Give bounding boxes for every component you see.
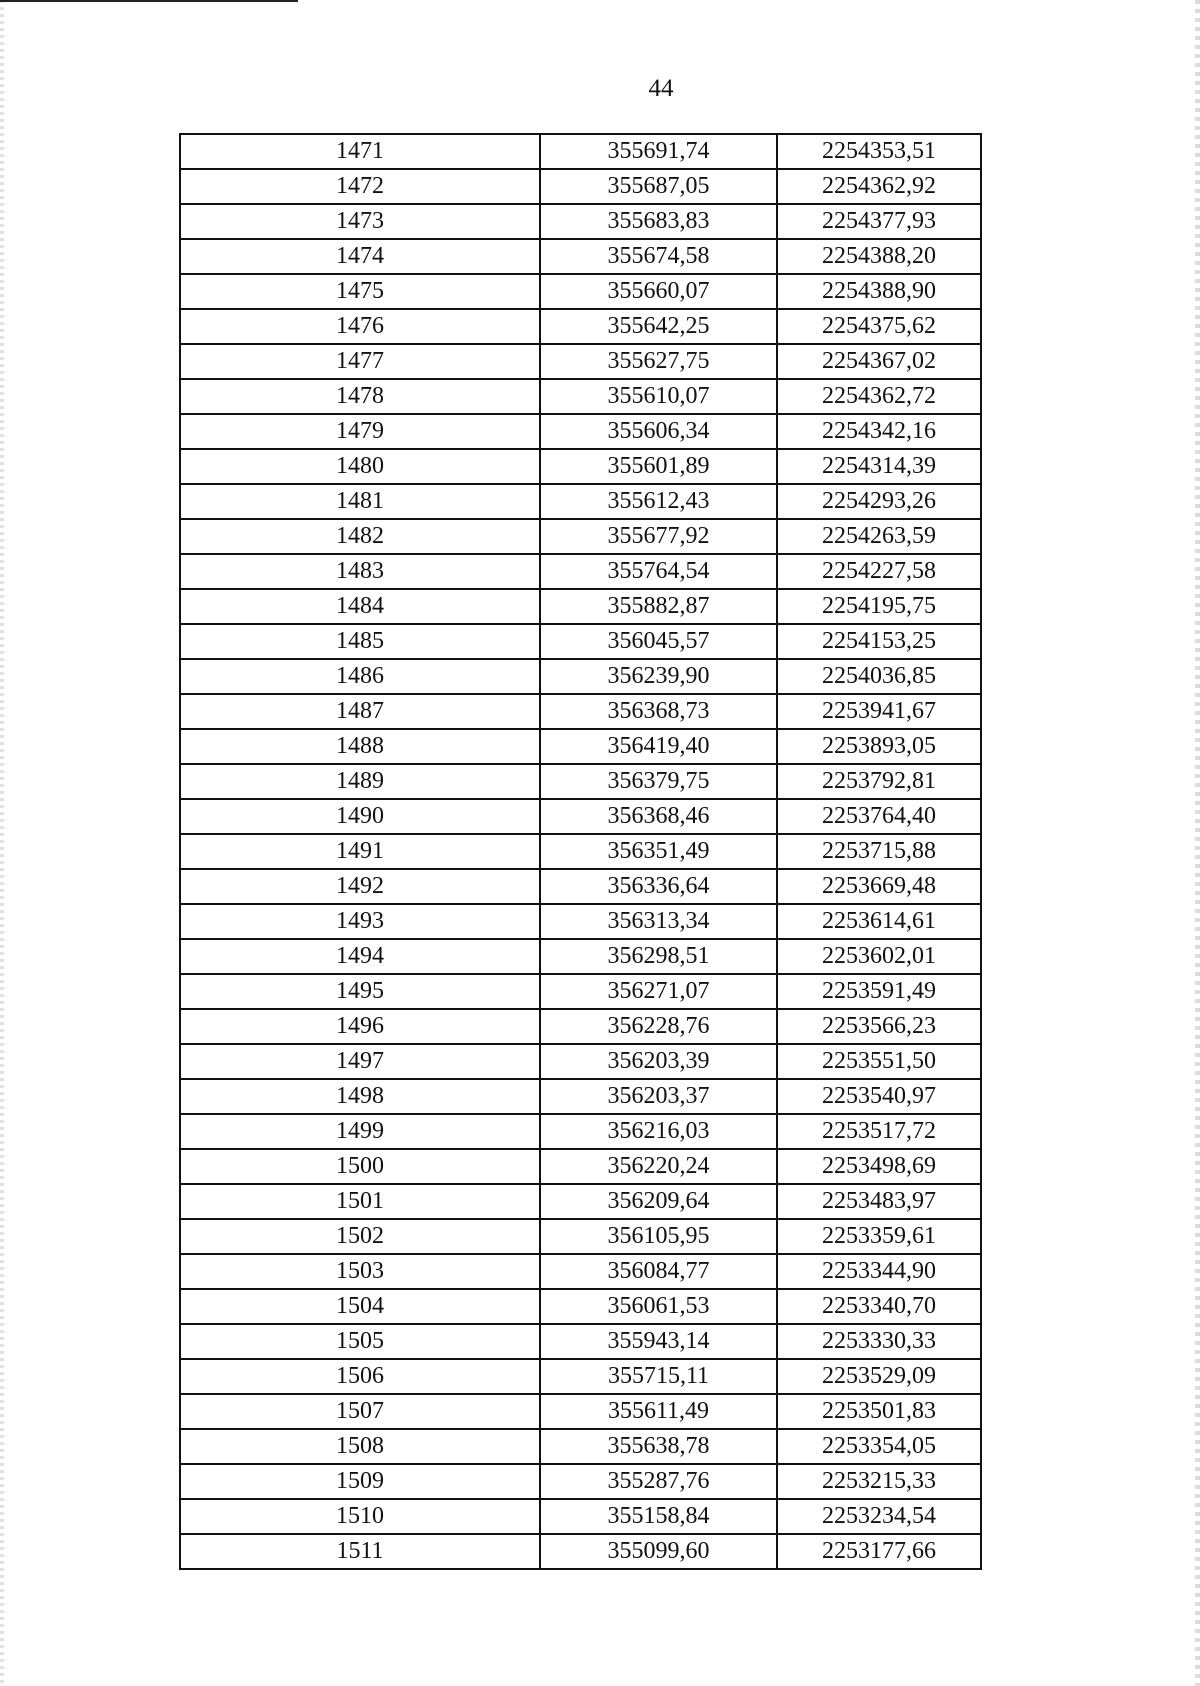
- x-coordinate-cell: 356298,51: [540, 939, 777, 974]
- x-coordinate-cell: 355687,05: [540, 169, 777, 204]
- point-number-cell: 1507: [180, 1394, 540, 1429]
- scan-edge-left: [0, 0, 4, 1686]
- table-row: [180, 449, 981, 484]
- point-number-cell: 1473: [180, 204, 540, 239]
- point-number-cell: 1498: [180, 1079, 540, 1114]
- x-coordinate-cell: 356045,57: [540, 624, 777, 659]
- y-coordinate-cell: 2253215,33: [777, 1464, 981, 1499]
- y-coordinate-cell: 2254388,20: [777, 239, 981, 274]
- x-coordinate-cell: 355611,49: [540, 1394, 777, 1429]
- x-coordinate-cell: 356228,76: [540, 1009, 777, 1044]
- y-coordinate-cell: 2253517,72: [777, 1114, 981, 1149]
- table-row: [180, 1219, 981, 1254]
- x-coordinate-cell: 356061,53: [540, 1289, 777, 1324]
- point-number-cell: 1505: [180, 1324, 540, 1359]
- x-coordinate-cell: 356419,40: [540, 729, 777, 764]
- y-coordinate-cell: 2254227,58: [777, 554, 981, 589]
- y-coordinate-cell: 2253234,54: [777, 1499, 981, 1534]
- point-number-cell: 1484: [180, 589, 540, 624]
- x-coordinate-cell: 355601,89: [540, 449, 777, 484]
- point-number-cell: 1494: [180, 939, 540, 974]
- point-number-cell: 1509: [180, 1464, 540, 1499]
- y-coordinate-cell: 2253792,81: [777, 764, 981, 799]
- x-coordinate-cell: 356368,73: [540, 694, 777, 729]
- x-coordinate-cell: 356084,77: [540, 1254, 777, 1289]
- table-row: [180, 239, 981, 274]
- table-row: [180, 379, 981, 414]
- x-coordinate-cell: 356368,46: [540, 799, 777, 834]
- point-number-cell: 1474: [180, 239, 540, 274]
- table-row: [180, 204, 981, 239]
- x-coordinate-cell: 355943,14: [540, 1324, 777, 1359]
- table-row: [180, 694, 981, 729]
- table-row: [180, 1359, 981, 1394]
- y-coordinate-cell: 2253340,70: [777, 1289, 981, 1324]
- x-coordinate-cell: 355642,25: [540, 309, 777, 344]
- x-coordinate-cell: 355099,60: [540, 1534, 777, 1569]
- table-row: [180, 1079, 981, 1114]
- point-number-cell: 1480: [180, 449, 540, 484]
- point-number-cell: 1483: [180, 554, 540, 589]
- x-coordinate-cell: 355715,11: [540, 1359, 777, 1394]
- y-coordinate-cell: 2254314,39: [777, 449, 981, 484]
- point-number-cell: 1491: [180, 834, 540, 869]
- y-coordinate-cell: 2254362,92: [777, 169, 981, 204]
- table-row: [180, 1184, 981, 1219]
- y-coordinate-cell: 2254036,85: [777, 659, 981, 694]
- point-number-cell: 1488: [180, 729, 540, 764]
- x-coordinate-cell: 355882,87: [540, 589, 777, 624]
- point-number-cell: 1499: [180, 1114, 540, 1149]
- table-row: [180, 1044, 981, 1079]
- table-row: [180, 624, 981, 659]
- table-row: [180, 1149, 981, 1184]
- point-number-cell: 1506: [180, 1359, 540, 1394]
- point-number-cell: 1500: [180, 1149, 540, 1184]
- point-number-cell: 1482: [180, 519, 540, 554]
- top-rule: [0, 0, 298, 2]
- y-coordinate-cell: 2253501,83: [777, 1394, 981, 1429]
- table-row: [180, 974, 981, 1009]
- table-row: [180, 1009, 981, 1044]
- table-row: [180, 904, 981, 939]
- x-coordinate-cell: 355287,76: [540, 1464, 777, 1499]
- y-coordinate-cell: 2253715,88: [777, 834, 981, 869]
- x-coordinate-cell: 356351,49: [540, 834, 777, 869]
- point-number-cell: 1492: [180, 869, 540, 904]
- point-number-cell: 1472: [180, 169, 540, 204]
- point-number-cell: 1471: [180, 134, 540, 169]
- y-coordinate-cell: 2253540,97: [777, 1079, 981, 1114]
- table-row: [180, 729, 981, 764]
- x-coordinate-cell: 355638,78: [540, 1429, 777, 1464]
- y-coordinate-cell: 2254367,02: [777, 344, 981, 379]
- table-row: [180, 274, 981, 309]
- x-coordinate-cell: 356379,75: [540, 764, 777, 799]
- table-row: [180, 764, 981, 799]
- table-row: [180, 169, 981, 204]
- point-number-cell: 1511: [180, 1534, 540, 1569]
- point-number-cell: 1478: [180, 379, 540, 414]
- x-coordinate-cell: 356239,90: [540, 659, 777, 694]
- x-coordinate-cell: 355764,54: [540, 554, 777, 589]
- table-row: [180, 1464, 981, 1499]
- point-number-cell: 1485: [180, 624, 540, 659]
- point-number-cell: 1490: [180, 799, 540, 834]
- point-number-cell: 1502: [180, 1219, 540, 1254]
- table-row: [180, 1324, 981, 1359]
- table-row: [180, 834, 981, 869]
- table-row: [180, 1394, 981, 1429]
- y-coordinate-cell: 2253669,48: [777, 869, 981, 904]
- table-row: [180, 869, 981, 904]
- table-row: [180, 1429, 981, 1464]
- x-coordinate-cell: 355627,75: [540, 344, 777, 379]
- x-coordinate-cell: 355606,34: [540, 414, 777, 449]
- point-number-cell: 1486: [180, 659, 540, 694]
- x-coordinate-cell: 356216,03: [540, 1114, 777, 1149]
- x-coordinate-cell: 355691,74: [540, 134, 777, 169]
- y-coordinate-cell: 2253177,66: [777, 1534, 981, 1569]
- table-row: [180, 519, 981, 554]
- y-coordinate-cell: 2253483,97: [777, 1184, 981, 1219]
- table-row: [180, 799, 981, 834]
- y-coordinate-cell: 2254342,16: [777, 414, 981, 449]
- x-coordinate-cell: 355612,43: [540, 484, 777, 519]
- y-coordinate-cell: 2254353,51: [777, 134, 981, 169]
- y-coordinate-cell: 2253602,01: [777, 939, 981, 974]
- point-number-cell: 1481: [180, 484, 540, 519]
- x-coordinate-cell: 356203,39: [540, 1044, 777, 1079]
- y-coordinate-cell: 2253566,23: [777, 1009, 981, 1044]
- x-coordinate-cell: 355610,07: [540, 379, 777, 414]
- table-row: [180, 1289, 981, 1324]
- point-number-cell: 1493: [180, 904, 540, 939]
- point-number-cell: 1475: [180, 274, 540, 309]
- point-number-cell: 1495: [180, 974, 540, 1009]
- x-coordinate-cell: 355660,07: [540, 274, 777, 309]
- table-row: [180, 1114, 981, 1149]
- point-number-cell: 1476: [180, 309, 540, 344]
- scan-edge-right: [1195, 0, 1200, 1686]
- y-coordinate-cell: 2254293,26: [777, 484, 981, 519]
- table-row: [180, 1499, 981, 1534]
- coordinates-table-body: [180, 134, 981, 1569]
- table-row: [180, 414, 981, 449]
- table-row: [180, 554, 981, 589]
- point-number-cell: 1508: [180, 1429, 540, 1464]
- point-number-cell: 1503: [180, 1254, 540, 1289]
- table-row: [180, 1534, 981, 1569]
- point-number-cell: 1504: [180, 1289, 540, 1324]
- x-coordinate-cell: 356203,37: [540, 1079, 777, 1114]
- x-coordinate-cell: 355677,92: [540, 519, 777, 554]
- y-coordinate-cell: 2253344,90: [777, 1254, 981, 1289]
- x-coordinate-cell: 355158,84: [540, 1499, 777, 1534]
- point-number-cell: 1510: [180, 1499, 540, 1534]
- page-number: 44: [648, 75, 674, 102]
- y-coordinate-cell: 2254263,59: [777, 519, 981, 554]
- y-coordinate-cell: 2254388,90: [777, 274, 981, 309]
- y-coordinate-cell: 2254377,93: [777, 204, 981, 239]
- point-number-cell: 1479: [180, 414, 540, 449]
- y-coordinate-cell: 2253614,61: [777, 904, 981, 939]
- y-coordinate-cell: 2253529,09: [777, 1359, 981, 1394]
- x-coordinate-cell: 356271,07: [540, 974, 777, 1009]
- x-coordinate-cell: 356220,24: [540, 1149, 777, 1184]
- table-row: [180, 309, 981, 344]
- x-coordinate-cell: 355683,83: [540, 204, 777, 239]
- y-coordinate-cell: 2253354,05: [777, 1429, 981, 1464]
- y-coordinate-cell: 2253359,61: [777, 1219, 981, 1254]
- table-row: [180, 659, 981, 694]
- y-coordinate-cell: 2253330,33: [777, 1324, 981, 1359]
- x-coordinate-cell: 355674,58: [540, 239, 777, 274]
- y-coordinate-cell: 2253498,69: [777, 1149, 981, 1184]
- point-number-cell: 1477: [180, 344, 540, 379]
- x-coordinate-cell: 356209,64: [540, 1184, 777, 1219]
- point-number-cell: 1487: [180, 694, 540, 729]
- y-coordinate-cell: 2253551,50: [777, 1044, 981, 1079]
- y-coordinate-cell: 2254375,62: [777, 309, 981, 344]
- table-row: [180, 484, 981, 519]
- table-row: [180, 1254, 981, 1289]
- y-coordinate-cell: 2253764,40: [777, 799, 981, 834]
- table-row: [180, 344, 981, 379]
- table-row: [180, 134, 981, 169]
- coordinates-table: [179, 133, 982, 1570]
- table-row: [180, 939, 981, 974]
- point-number-cell: 1496: [180, 1009, 540, 1044]
- x-coordinate-cell: 356313,34: [540, 904, 777, 939]
- y-coordinate-cell: 2253893,05: [777, 729, 981, 764]
- y-coordinate-cell: 2254362,72: [777, 379, 981, 414]
- y-coordinate-cell: 2254195,75: [777, 589, 981, 624]
- point-number-cell: 1501: [180, 1184, 540, 1219]
- x-coordinate-cell: 356336,64: [540, 869, 777, 904]
- y-coordinate-cell: 2253941,67: [777, 694, 981, 729]
- y-coordinate-cell: 2253591,49: [777, 974, 981, 1009]
- point-number-cell: 1497: [180, 1044, 540, 1079]
- y-coordinate-cell: 2254153,25: [777, 624, 981, 659]
- point-number-cell: 1489: [180, 764, 540, 799]
- x-coordinate-cell: 356105,95: [540, 1219, 777, 1254]
- table-row: [180, 589, 981, 624]
